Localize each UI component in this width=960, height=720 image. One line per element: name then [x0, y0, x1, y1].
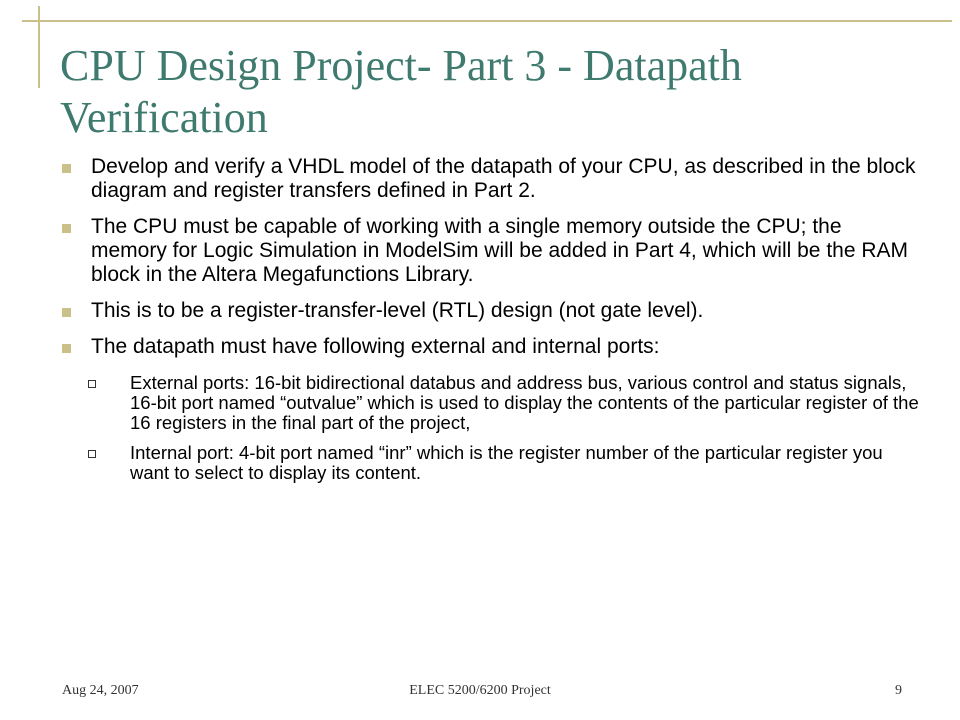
bullet-text: This is to be a register-transfer-level (RTL) design (not gate level). — [91, 299, 704, 322]
bullet-item — [60, 215, 920, 287]
decorative-top-line — [22, 20, 952, 22]
bullet-text: The datapath must have following external and internal ports: — [91, 335, 660, 358]
footer-date: Aug 24, 2007 — [62, 683, 139, 698]
bullet-text: Develop and verify a VHDL model of the datapath of your CPU, as described in the block diagram and register transfers defined in Part 2. — [91, 155, 916, 202]
bullet-item — [60, 299, 920, 323]
slide-content — [60, 155, 920, 493]
sub-bullet-item — [86, 443, 920, 483]
hollow-square-bullet-icon — [88, 380, 96, 388]
footer-page-number: 9 — [895, 683, 902, 698]
bullet-text: The CPU must be capable of working with a single memory outside the CPU; the memory for Logic Simulation in ModelSim will be added in Part 4, which will be the RAM block in the Altera Megafunctions Library. — [91, 215, 909, 286]
square-bullet-icon — [62, 308, 71, 317]
sub-bullet-text: Internal port: 4-bit port named “inr” which is the register number of the particular register you want to select to display its content. — [130, 442, 883, 483]
footer-course: ELEC 5200/6200 Project — [409, 683, 551, 698]
bullet-item — [60, 155, 920, 203]
square-bullet-icon — [62, 344, 71, 353]
slide-title: CPU Design Project- Part 3 - Datapath Verification — [60, 41, 742, 142]
bullet-item — [60, 335, 920, 359]
hollow-square-bullet-icon — [88, 450, 96, 458]
square-bullet-icon — [62, 224, 71, 233]
sub-bullet-text: External ports: 16-bit bidirectional databus and address bus, various control and status signals, 16-bit port named “outvalue” which is used to display the contents of the particular register of the 16 registers in the final part of the project, — [130, 372, 919, 433]
square-bullet-icon — [62, 164, 71, 173]
decorative-left-line — [38, 6, 40, 88]
sub-bullet-item — [86, 373, 920, 433]
